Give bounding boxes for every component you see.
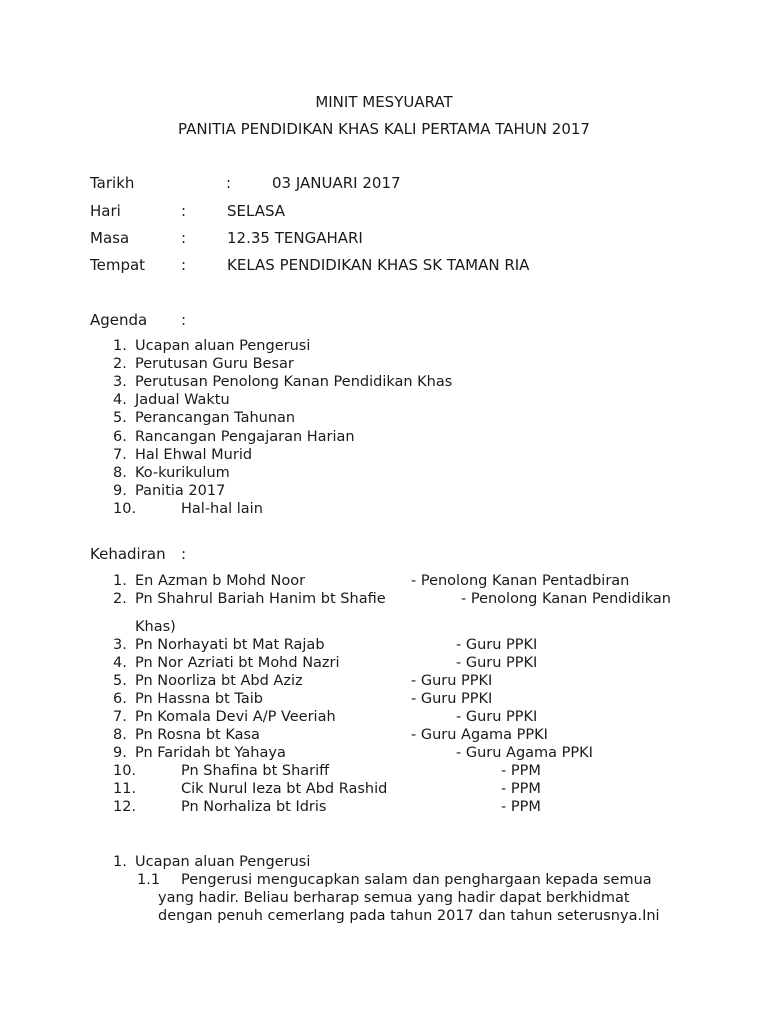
section1-number: 1. [113,854,127,870]
attendee-name: Pn Norhayati bt Mat Rajab [135,637,325,653]
attendee-name: Pn Norhaliza bt Idris [181,799,327,815]
agenda-item-number: 9. [113,482,127,499]
attendee-role: - Guru PPKI [456,637,538,653]
attendee-role: - Guru PPKI [411,673,493,689]
agenda-item-text: Ko-kurikulum [135,464,230,481]
agenda-item-number: 5. [113,410,127,427]
masa-separator: : [181,229,187,247]
attendee-number: 4. [113,655,127,671]
attendee-number: 8. [113,727,127,743]
agenda-item-number: 1. [113,338,127,354]
tarikh-separator: : [226,174,232,192]
masa-label: Masa [90,229,130,247]
attendee-name: Pn Komala Devi A/P Veeriah [135,709,336,725]
agenda-item-number: 3. [113,374,127,391]
section1-heading: Ucapan aluan Pengerusi [135,854,311,870]
attendee-name: Cik Nurul Ieza bt Abd Rashid [181,781,388,797]
kehadiran-heading: Kehadiran [90,545,166,563]
tempat-value: KELAS PENDIDIKAN KHAS SK TAMAN RIA [227,256,530,274]
agenda-item-text: Hal-hal lain [181,500,263,517]
document-subtitle: PANITIA PENDIDIKAN KHAS KALI PERTAMA TAHUN 2017 [178,120,590,138]
attendee-name: Pn Shahrul Bariah Hanim bt Shafie [135,591,386,607]
attendee-name: Pn Hassna bt Taib [135,691,263,707]
tarikh-label: Tarikh [90,174,135,192]
attendee-name: Pn Faridah bt Yahaya [135,745,286,761]
attendee-number: 12. [113,799,137,815]
attendee-role: - PPM [501,799,541,815]
section1-line-2: yang hadir. Beliau berharap semua yang hadir dapat berkhidmat [158,890,630,906]
hari-separator: : [181,202,187,220]
tempat-label: Tempat [90,256,146,274]
agenda-item-number: 2. [113,356,127,373]
hari-label: Hari [90,202,121,220]
attendee-number: 5. [113,673,127,689]
agenda-separator: : [181,311,187,329]
section1-subnumber: 1.1 [137,872,161,888]
tarikh-value: 03 JANUARI 2017 [272,174,401,192]
masa-value: 12.35 TENGAHARI [227,229,363,247]
attendee-role: - Penolong Kanan Pentadbiran [411,573,630,589]
agenda-item-text: Perutusan Penolong Kanan Pendidikan Khas [135,374,453,391]
agenda-item-text: Jadual Waktu [135,392,230,409]
agenda-item-text: Panitia 2017 [135,482,226,499]
document-title: MINIT MESYUARAT [315,93,453,111]
attendee-role: - Guru PPKI [456,655,538,671]
attendee-name: Pn Shafina bt Shariff [181,763,330,779]
kehadiran-separator: : [181,545,187,563]
tempat-separator: : [181,256,187,274]
attendee-number: 11. [113,781,137,797]
agenda-item-text: Hal Ehwal Murid [135,446,253,463]
attendee-role: - PPM [501,781,541,797]
attendee-number: 2. [113,591,127,607]
attendee-role-continued: Khas) [135,619,176,635]
agenda-heading: Agenda [90,311,148,329]
attendee-number: 10. [113,763,137,779]
attendee-number: 1. [113,573,127,589]
attendee-name: En Azman b Mohd Noor [135,573,306,589]
attendee-name: Pn Noorliza bt Abd Aziz [135,673,303,689]
attendee-number: 6. [113,691,127,707]
attendee-number: 9. [113,745,127,761]
agenda-item-number: 8. [113,464,127,481]
agenda-item-number: 4. [113,392,127,409]
attendee-number: 3. [113,637,127,653]
agenda-item-number: 7. [113,446,127,463]
agenda-item-number: 10. [113,500,137,517]
section1-line-3: dengan penuh cemerlang pada tahun 2017 dan tahun seterusnya.Ini [158,908,660,924]
attendee-role: - PPM [501,763,541,779]
agenda-item-number: 6. [113,428,127,445]
attendee-role: - Guru PPKI [411,691,493,707]
hari-value: SELASA [227,202,286,220]
attendee-number: 7. [113,709,127,725]
attendee-role: - Guru PPKI [456,709,538,725]
section1-line-1: Pengerusi mengucapkan salam dan penghargaan kepada semua [181,872,652,888]
agenda-item-text: Rancangan Pengajaran Harian [135,428,355,445]
attendee-role: - Penolong Kanan Pendidikan [461,591,671,607]
attendee-role: - Guru Agama PPKI [411,727,548,743]
agenda-item-text: Perancangan Tahunan [135,410,296,427]
attendee-name: Pn Rosna bt Kasa [135,727,260,743]
agenda-item-text: Ucapan aluan Pengerusi [135,338,311,354]
attendee-role: - Guru Agama PPKI [456,745,593,761]
attendee-name: Pn Nor Azriati bt Mohd Nazri [135,655,340,671]
agenda-item-text: Perutusan Guru Besar [135,356,294,373]
